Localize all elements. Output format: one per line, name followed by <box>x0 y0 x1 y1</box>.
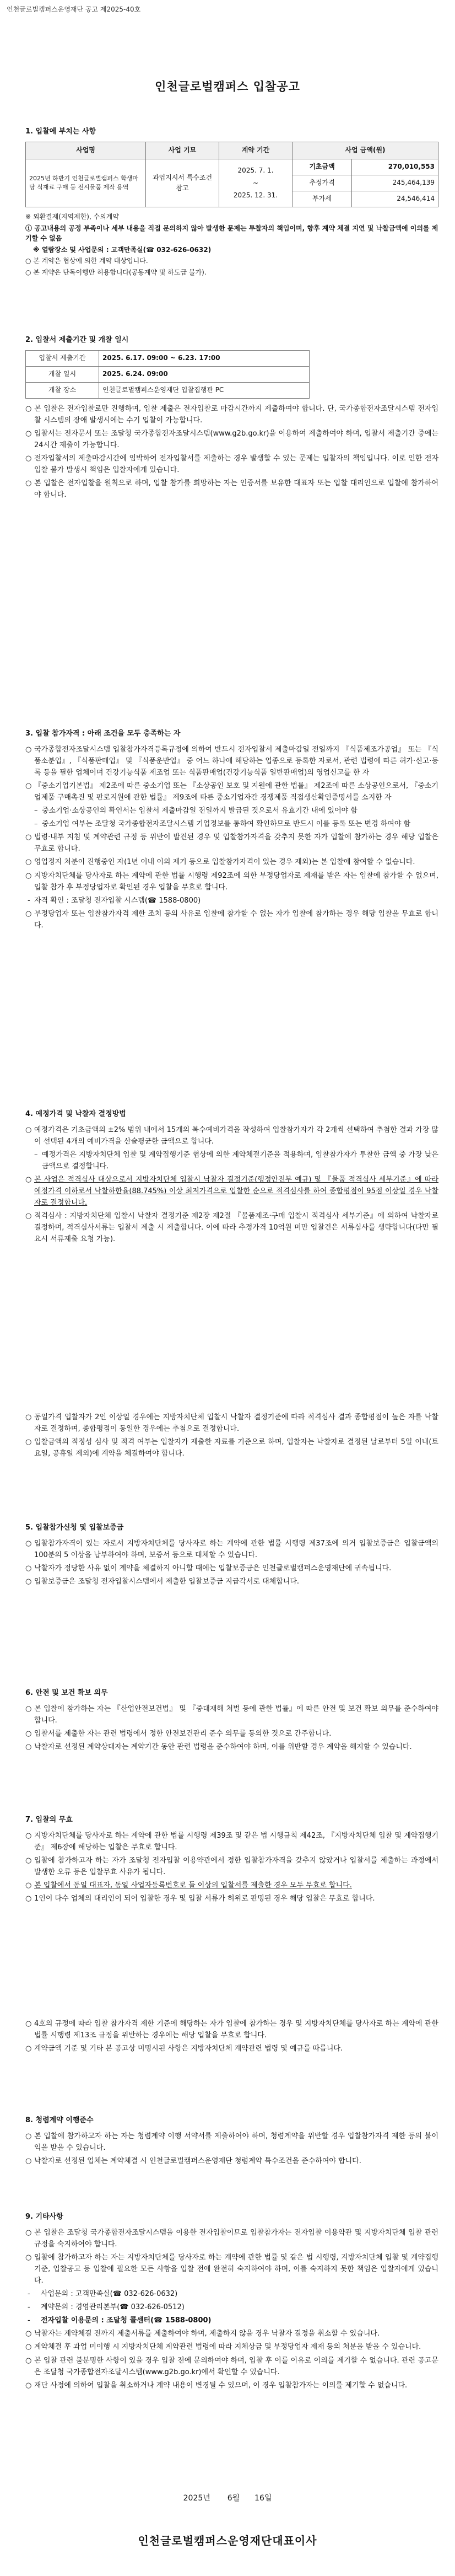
note-line: ⓘ 공고내용의 공정 부족이나 세부 내용을 직접 문의하지 않아 발생한 문제는 투찰자의 책임이며, 향후 계약 체결 지연 및 낙찰금액에 이의를 제기할 수 없음 <box>25 224 438 243</box>
list-item: ○ 『중소기업기본법』 제2조에 따른 중소기업 또는 『소상공인 보호 및 지원에 관한 법률』 제2조에 따른 소상공인으로서, 『중소기업제품 구매촉진 및 판로지원에 관한 법률』 제9조에 따른 중소기업자간 경쟁제품 직접생산확인증명서를 소지한 자 <box>25 780 438 803</box>
section-8-list <box>25 2130 438 2167</box>
list-item: ○ 지방자치단체를 당사자로 하는 계약에 관한 법률 시행령 제92조에 의한 부정당업자로 제재를 받은 자는 입찰에 참가할 수 없으며, 입찰 참가 후 부정당업자로 확인된 경우 입찰을 무효로 합니다. <box>25 870 438 893</box>
section-5-list <box>25 1538 438 1587</box>
list-item: ○ 낙찰자는 계약체결 전까지 제출서류를 제출하여야 하며, 제출하지 않을 경우 낙찰자 결정을 취소할 수 있습니다. <box>25 2328 438 2339</box>
section-3 <box>25 728 438 933</box>
amount-label: 추정가격 <box>292 175 352 191</box>
table-row <box>26 159 438 175</box>
doc-number: 인천글로벌캠퍼스운영재단 공고 제2025-40호 <box>7 6 141 13</box>
period-start: 2025. 7. 1. <box>237 166 274 174</box>
schedule-label: 입찰서 제출기간 <box>26 351 99 367</box>
date-year: 2025년 <box>183 2494 210 2503</box>
list-item: ○ 예정가격은 기초금액의 ±2% 범위 내에서 15개의 복수예비가격을 작성하여 입찰참가자가 각 2개씩 선택하여 추첨한 결과 가장 많이 선택된 4개의 예비가격을 산술평균한 금액으로 합니다. <box>25 1124 438 1147</box>
list-item-text: 본 입찰에서 동일 대표자, 동일 사업자등록번호로 둘 이상의 입찰서를 제출한 경우 모두 무효로 합니다. <box>34 1881 352 1890</box>
list-item: ○ 본 입찰은 전자입찰로만 진행하며, 입찰 제출은 전자입찰로 마감시간까지 제출하여야 합니다. 단, 국가종합전자조달시스템 전자입찰 시스템의 장애 발생시에는 수기 입찰이 가능합니다. <box>25 403 438 426</box>
list-item: – 중소기업·소상공인의 확인서는 입찰서 제출마감일 전일까지 발급된 것으로서 유효기간 내에 있어야 함 <box>25 805 438 817</box>
section-7 <box>25 1814 438 1906</box>
section-8-title: 8. 청렴계약 이행준수 <box>25 2116 94 2124</box>
table-header: 사업 기묘 <box>146 142 219 159</box>
section-7-list <box>25 1830 438 1904</box>
section-5-title: 5. 입찰참가신청 및 입찰보증금 <box>25 1523 124 1532</box>
date-day: 16일 <box>254 2494 272 2503</box>
section-2-list <box>25 403 438 501</box>
list-item: ○ 낙찰자로 선정된 업체는 계약체결 시 인천글로벌캠퍼스운영재단 청렴계약 특수조건을 준수하여야 합니다. <box>25 2155 438 2167</box>
amount-value: 270,010,553 <box>352 159 438 175</box>
list-item: ○ 4호의 규정에 따라 입찰 참가자격 제한 기준에 해당하는 자가 입찰에 참가하는 경우 및 지방자치단체를 당사자로 하는 계약에 관한 법률 시행령 제13조 규정을 위반하는 경우에는 해당 입찰을 무효로 합니다. <box>25 2018 438 2041</box>
list-item <box>25 1174 438 1209</box>
section-7-title: 7. 입찰의 무효 <box>25 1816 73 1824</box>
list-item: ○ 본 입찰 관련 불분명한 사항이 있을 경우 입찰 전에 문의하여야 하며, 입찰 후 이를 이유로 이의를 제기할 수 없습니다. 관련 공고문은 조달청 국가종합전자조달시스템(www.g2b.go.kr)에서 확인할 수 있습니다. <box>25 2355 438 2378</box>
list-item: - 사업문의 : 고객만족실(☎ 032-626-0632) <box>25 2288 438 2300</box>
list-item: ○ 입찰금액의 적정성 심사 및 적격 여부는 입찰자가 제출한 자료를 기준으로 하며, 입찰자는 낙찰자로 결정된 날로부터 5일 이내(토요일, 공휴일 제외)에 계약을 체결하여야 합니다. <box>25 1436 438 1459</box>
list-item: ○ 입찰참가자격이 있는 자로서 지방자치단체를 당사자로 하는 계약에 관한 법률 시행령 제37조에 의거 입찰보증금은 입찰금액의 100분의 5 이상을 납부하여야 하며, 보증서 등으로 대체할 수 있습니다. <box>25 1538 438 1561</box>
schedule-value: 2025. 6.17. 09:00 ~ 6.23. 17:00 <box>99 351 310 367</box>
section-7-continued <box>25 2018 438 2056</box>
list-item: ○ 본 입찰은 조달청 국가종합전자조달시스템을 이용한 전자입찰이므로 입찰참가자는 전자입찰 이용약관 및 지방자치단체 입찰 관련 규정을 숙지하여야 합니다. <box>25 2227 438 2250</box>
notice-date <box>0 2492 455 2505</box>
period-end: 2025. 12. 31. <box>233 191 278 200</box>
section-4-list <box>25 1124 438 1245</box>
list-item: ○ 영업정지 처분이 진행중인 자(1년 이내 이의 제기 등으로 입찰참가자격이 있는 경우 제외)는 본 입찰에 참여할 수 없습니다. <box>25 856 438 868</box>
amount-label: 부가세 <box>292 191 352 207</box>
contract-period-cell <box>219 159 292 207</box>
section-2-title: 2. 입찰서 제출기간 및 개찰 일시 <box>25 336 129 344</box>
list-item: ○ 전자입찰서의 제출마감시간에 임박하여 전자입찰서를 제출하는 경우 발생할 수 있는 문제는 입찰자의 책임입니다. 이로 인한 전자입찰 불가 발생시 책임은 입찰자에게 있습니다. <box>25 453 438 476</box>
schedule-label: 개찰 장소 <box>26 383 99 399</box>
section-6-list <box>25 1703 438 1753</box>
section-4-title: 4. 예정가격 및 낙찰자 결정방법 <box>25 1110 126 1118</box>
amount-value: 24,546,414 <box>352 191 438 207</box>
schedule-label: 개찰 일시 <box>26 367 99 383</box>
list-item: ○ 낙찰자로 선정된 계약상대자는 계약기간 동안 관련 법령을 준수하여야 하며, 이를 위반할 경우 계약을 해지할 수 있습니다. <box>25 1741 438 1753</box>
list-item <box>25 2315 438 2326</box>
list-item: - 계약문의 : 경영관리본부(☎ 032-626-0512) <box>25 2301 438 2313</box>
list-item: ○ 입찰서는 전자문서 또는 조달청 국가종합전자조달시스템(www.g2b.go.kr)을 이용하여 제출하여야 하며, 입찰서 제출기간 중에는 24시간 제출이 가능합니다. <box>25 428 438 451</box>
section-4-continued <box>25 1412 438 1461</box>
section-3-title: 3. 입찰 참가자격 : 아래 조건을 모두 충족하는 자 <box>25 729 181 738</box>
section-6 <box>25 1687 438 1754</box>
list-item: ○ 재단 사정에 의하여 입찰을 취소하거나 계약 내용이 변경될 수 있으며, 이 경우 입찰참가자는 이의를 제기할 수 없습니다. <box>25 2380 438 2391</box>
schedule-value: 2025. 6.24. 09:00 <box>99 367 310 383</box>
list-item <box>25 1880 438 1891</box>
note-line: ※ 외환결제(지역제한), 수의계약 <box>25 213 119 221</box>
table-row <box>26 383 310 399</box>
list-item: ○ 법령·내부 지침 및 계약관련 규정 등 위반이 발견된 경우 및 입찰참가자격을 갖추지 못한 자가 입찰에 참가하는 경우 해당 입찰은 무효로 합니다. <box>25 831 438 855</box>
section-2 <box>25 334 438 502</box>
list-item: – 중소기업 여부는 조달청 국가종합전자조달시스템 기업정보를 통하여 확인하므로 반드시 이를 등록 또는 변경 하여야 함 <box>25 818 438 830</box>
table-row <box>26 351 310 367</box>
list-item: ○ 본 입찰에 참가하고자 하는 자는 청렴계약 이행 서약서를 제출하여야 하며, 청렴계약을 위반할 경우 입찰참가자격 제한 등의 불이익을 받을 수 있습니다. <box>25 2130 438 2154</box>
doc-title: 인천글로벌캠퍼스 입찰공고 <box>155 80 300 93</box>
list-item-text: 본 사업은 적격심사 대상으로서 지방자치단체 입찰시 낙찰자 결정기준(행정안전부 예규) 및 『물품 적격심사 세부기준』에 따라 예정가격 이하로서 낙찰하한율(88.745%) 이상 최저가격으로 입찰한 순으로 적격심사를 하여 종합평점이 95점 이상일 경우 낙찰자로 결정합니다. <box>34 1176 438 1208</box>
list-item: ○ 본 입찰에 참가하는 자는 『산업안전보건법』 및 『중대재해 처벌 등에 관한 법률』에 따른 안전 및 보건 확보 의무를 준수하여야 합니다. <box>25 1703 438 1726</box>
section-1 <box>25 126 438 279</box>
amount-value: 245,464,139 <box>352 175 438 191</box>
project-type-cell: 과업지시서 특수조건 참고 <box>146 159 219 207</box>
list-item: ○ 낙찰자가 정당한 사유 없이 계약을 체결하지 아니할 때에는 입찰보증금은 인천글로벌캠퍼스운영재단에 귀속됩니다. <box>25 1563 438 1574</box>
table-header: 계약 기간 <box>219 142 292 159</box>
list-item: ○ 입찰에 참가하고자 하는 자가 조달청 전자입찰 이용약관에서 정한 입찰참가자격을 갖추지 않았거나 입찰서를 제출하는 과정에서 발생한 오류 등은 입찰무효 사유가 됩니다. <box>25 1855 438 1878</box>
date-month: 6월 <box>227 2494 240 2503</box>
period-separator: ~ <box>252 179 259 187</box>
section-4 <box>25 1108 438 1247</box>
list-item: - 자격 확인 : 조달청 전자입찰 시스템(☎ 1588-0800) <box>25 895 438 906</box>
list-item: ○ 적격심사 : 지방자치단체 입찰시 낙찰자 결정기준 제2장 제2절 『물품제조·구매 입찰시 적격심사 세부기준』에 의하여 낙찰자로 결정하며, 적격심사서류는 입찰서 제출 시 제출합니다. 이에 따라 추정가격 10억원 미만 입찰건은 서류심사를 생략합니다(다만 필요시 서류제출 요청 가능). <box>25 1210 438 1245</box>
list-item: ○ 입찰보증금은 조달청 전자입찰시스템에서 제출한 입찰보증금 지급각서로 대체합니다. <box>25 1576 438 1587</box>
table-header: 사업 금액(원) <box>292 142 438 159</box>
section-7b-list <box>25 2018 438 2054</box>
project-name-cell: 2025년 하반기 인천글로벌캠퍼스 학생마당 식재료 구매 등 전시물품 제작 용역 <box>26 159 146 207</box>
list-item: ○ 국가종합전자조달시스템 입찰참가자격등록규정에 의하여 반드시 전자입찰서 제출마감일 전일까지 『식품제조가공업』 또는 『식품소분업』, 『식품판매업』 및 『식품운반업』 중 어느 하나에 해당하는 업종으로 등록한 자로서, 관련 법령에 따른 허가·신고·등록 등을 필한 업체이며 건강기능식품 제조업 또는 식품판매업(건강기능식품 일반판매업)의 영업신고를 한 자 <box>25 744 438 779</box>
section-9-list <box>25 2227 438 2391</box>
table-row <box>26 367 310 383</box>
section-9-title: 9. 기타사항 <box>25 2213 63 2221</box>
list-item: ○ 입찰서를 제출한 자는 관련 법령에서 정한 안전보건관리 준수 의무를 동의한 것으로 간주합니다. <box>25 1728 438 1740</box>
note-line: ○ 본 계약은 단독이행만 허용합니다(공동계약 및 하도급 불가). <box>25 269 207 277</box>
section-6-title: 6. 안전 및 보건 확보 의무 <box>25 1689 108 1697</box>
amount-label: 기초금액 <box>292 159 352 175</box>
list-item: ○ 동일가격 입찰자가 2인 이상일 경우에는 지방자치단체 입찰시 낙찰자 결정기준에 따라 적격심사 결과 종합평점이 높은 자를 낙찰자로 결정하며, 종합평점이 동일한 경우에는 추첨으로 결정합니다. <box>25 1412 438 1435</box>
table-header: 사업명 <box>26 142 146 159</box>
section-4b-list <box>25 1412 438 1459</box>
note-line: ※ 열람장소 및 사업문의 : 고객만족실(☎ 032-626-0632) <box>33 245 212 254</box>
list-item: ○ 지방자치단체를 당사자로 하는 계약에 관한 법률 시행령 제39조 및 같은 법 시행규칙 제42조, 『지방자치단체 입찰 및 계약집행기준』 제6장에 해당하는 입찰은 무효로 합니다. <box>25 1830 438 1853</box>
signature: 인천글로벌캠퍼스운영재단대표이사 <box>138 2534 317 2547</box>
bid-items-table <box>25 142 438 207</box>
list-item-text: 전자입찰 이용문의 : 조달청 콜센터(☎ 1588-0800) <box>41 2316 212 2325</box>
list-item: ○ 1인이 다수 업체의 대리인이 되어 입찰한 경우 및 입찰 서류가 허위로 판명된 경우 해당 입찰은 무효로 합니다. <box>25 1893 438 1904</box>
list-item: ○ 본 입찰은 전자입찰을 원칙으로 하며, 입찰 참가를 희망하는 자는 인증서를 보유한 대표자 또는 입찰 대리인으로 입찰에 참가하여야 합니다. <box>25 477 438 501</box>
list-item: ○ 계약금액 기준 및 기타 본 공고상 미명시된 사항은 지방자치단체 계약관련 법령 및 예규를 따릅니다. <box>25 2043 438 2054</box>
list-item: – 예정가격은 지방자치단체 입찰 및 계약집행기준 협상에 의한 계약체결기준을 적용하며, 입찰참가자가 투찰한 금액 중 가장 낮은 금액으로 결정합니다. <box>25 1149 438 1172</box>
note-line: ○ 본 계약은 협상에 의한 계약 대상입니다. <box>25 257 148 265</box>
list-item: ○ 입찰에 참가하고자 하는 자는 지방자치단체를 당사자로 하는 계약에 관한 법률 및 같은 법 시행령, 지방자치단체 입찰 및 계약집행기준, 입찰공고 등 입찰에 필요한 모든 사항을 입찰 전에 완전히 숙지하여야 하며, 이를 숙지하지 못한 책임은 입찰자에게 있습니다. <box>25 2252 438 2287</box>
section-3-list <box>25 744 438 931</box>
list-item: ○ 계약체결 후 과업 미이행 시 지방자치단체 계약관련 법령에 따라 지체상금 및 부정당업자 제재 등의 처분을 받을 수 있습니다. <box>25 2341 438 2353</box>
table-header-row <box>26 142 438 159</box>
list-item: ○ 부정당업자 또는 입찰참가자격 제한 조치 등의 사유로 입찰에 참가할 수 없는 자가 입찰에 참가하는 경우 해당 입찰을 무효로 합니다. <box>25 908 438 931</box>
schedule-value: 인천글로벌캠퍼스운영재단 입찰집행관 PC <box>99 383 310 399</box>
section-9 <box>25 2211 438 2393</box>
section-8 <box>25 2115 438 2169</box>
section-5 <box>25 1522 438 1589</box>
schedule-table <box>25 350 310 399</box>
section-1-notes <box>25 212 438 278</box>
section-1-title: 1. 입찰에 부치는 사항 <box>25 127 96 136</box>
